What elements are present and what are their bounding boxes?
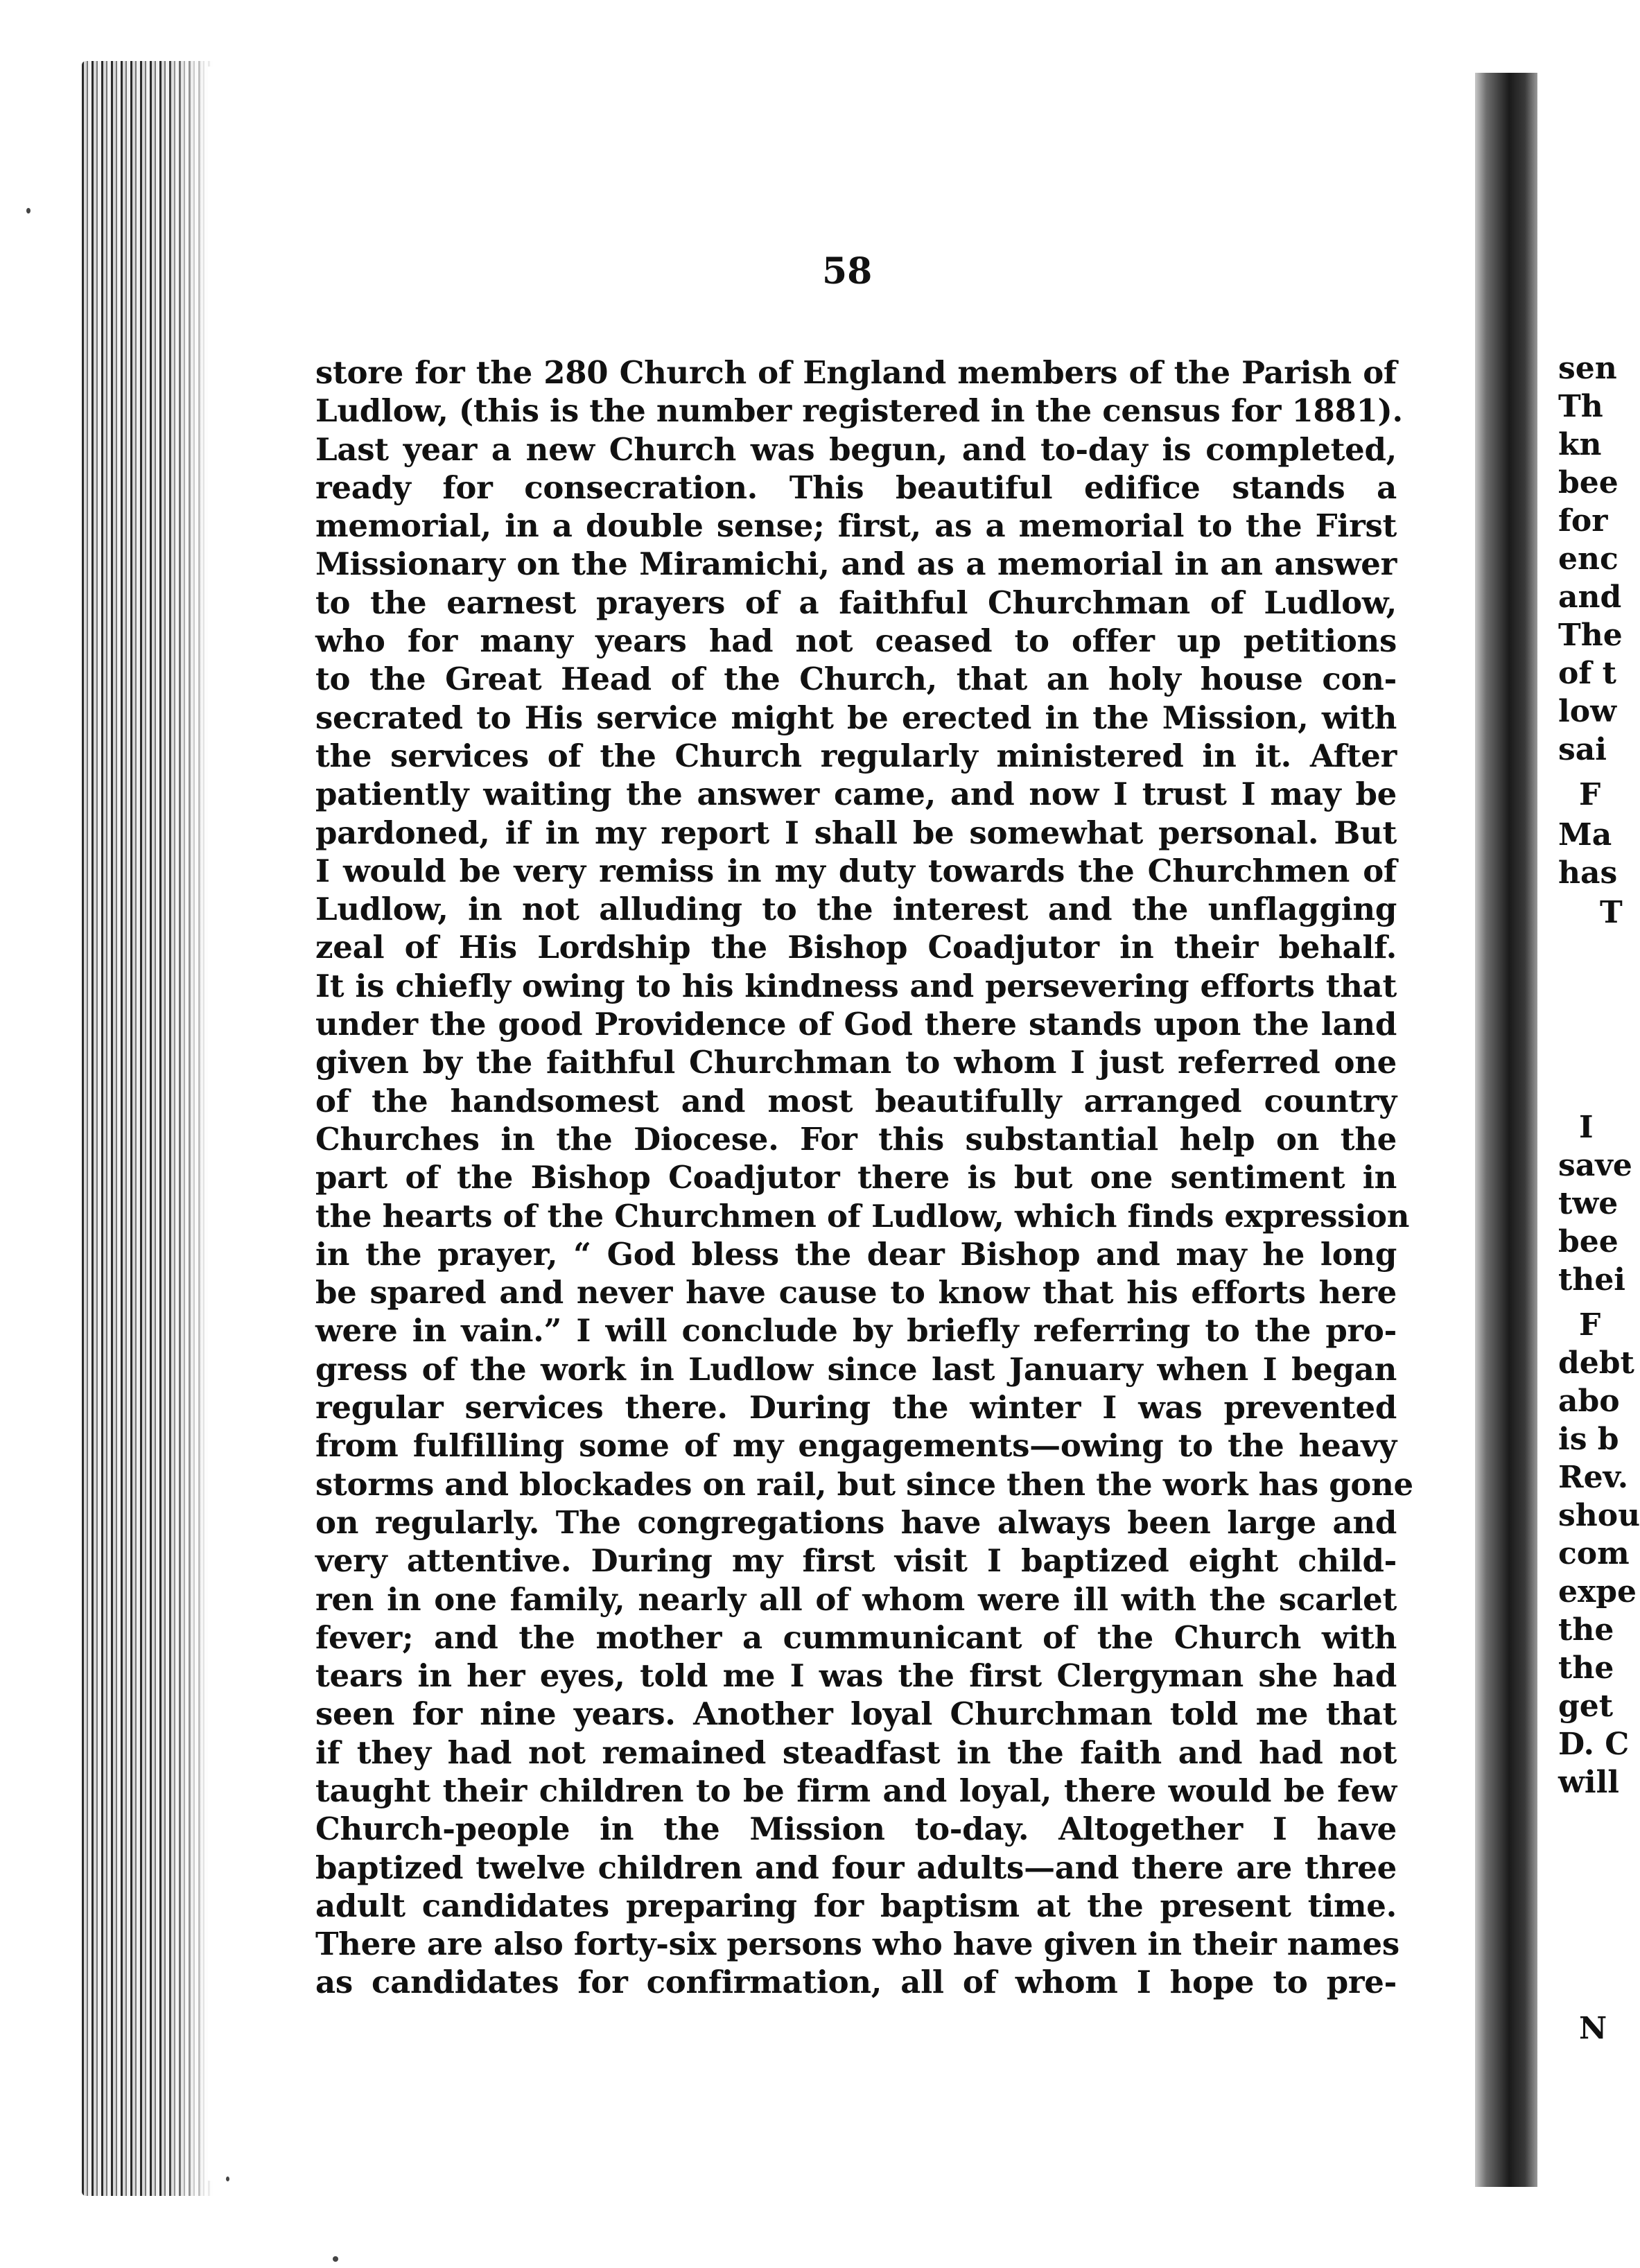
scan-speck	[26, 208, 30, 213]
text-line: given by the faithful Churchman to whom I just referred one	[315, 1044, 1397, 1081]
text-line: to the earnest prayers of a faithful Churchman of Ludlow,	[315, 584, 1397, 621]
text-line: I would be very remiss in my duty towards the Churchmen of	[315, 852, 1397, 889]
facing-page-text: sen	[1558, 351, 1617, 386]
text-line: Missionary on the Miramichi, and as a memorial in an answer	[315, 546, 1397, 583]
facing-page-text: N	[1579, 2011, 1607, 2046]
text-line: ren in one family, nearly all of whom were ill with the scarlet	[315, 1580, 1397, 1618]
facing-page-text: has	[1558, 855, 1618, 891]
text-line: as candidates for confirmation, all of whom I hope to pre-	[315, 1964, 1397, 2001]
text-line: store for the 280 Church of England members of the Parish of	[315, 354, 1397, 391]
facing-page-text: bee	[1558, 465, 1619, 500]
text-line: be spared and never have cause to know that his efforts here	[315, 1274, 1397, 1311]
text-line: memorial, in a double sense; first, as a memorial to the First	[315, 507, 1397, 545]
scan-speck	[226, 2177, 229, 2181]
facing-page-text: F	[1579, 777, 1601, 812]
text-line: seen for nine years. Another loyal Churchman told me that	[315, 1695, 1397, 1733]
facing-page-text: the	[1558, 1650, 1614, 1686]
text-line: in the prayer, “ God bless the dear Bishop and may he long	[315, 1235, 1397, 1273]
facing-page-text: bee	[1558, 1224, 1619, 1259]
text-line: part of the Bishop Coadjutor there is but one sentiment in	[315, 1159, 1397, 1196]
text-line: from fulfilling some of my engagements—owing to the heavy	[315, 1427, 1397, 1465]
facing-page-text: the	[1558, 1612, 1614, 1648]
body-text	[315, 354, 1413, 2002]
text-line: very attentive. During my first visit I baptized eight child-	[315, 1542, 1397, 1580]
text-line: ready for consecration. This beautiful edifice stands a	[315, 469, 1397, 506]
scan-speck	[333, 2256, 338, 2262]
text-line: zeal of His Lordship the Bishop Coadjutor in their behalf.	[315, 929, 1397, 966]
facing-page-text: for	[1558, 503, 1608, 539]
facing-page-text: com	[1558, 1536, 1630, 1571]
text-line: on regularly. The congregations have always been large and	[315, 1503, 1397, 1541]
facing-page-text: save	[1558, 1148, 1632, 1183]
facing-page-text: low	[1558, 694, 1616, 729]
facing-page-text: debt	[1558, 1345, 1634, 1381]
text-line: were in vain.” I will conclude by briefly referring to the pro-	[315, 1312, 1397, 1350]
text-line: Ludlow, (this is the number registered in the census for 1881).	[315, 392, 1403, 430]
facing-page-text: and	[1558, 579, 1622, 615]
book-gutter-shadow	[1475, 73, 1537, 2187]
facing-page-text: twe	[1558, 1186, 1619, 1221]
facing-page-fragment	[1537, 73, 1640, 2187]
text-line: if they had not remained steadfast in the faith and had not	[315, 1734, 1397, 1771]
facing-page-text: will	[1558, 1765, 1620, 1800]
text-line: Churches in the Diocese. For this substantial help on the	[315, 1120, 1397, 1158]
facing-page-text: F	[1579, 1307, 1601, 1343]
facing-page-text: I	[1579, 1110, 1594, 1145]
facing-page-text: Th	[1558, 389, 1603, 424]
text-line: the services of the Church regularly ministered in it. After	[315, 737, 1397, 774]
text-line: tears in her eyes, told me I was the first Clergyman she had	[315, 1657, 1397, 1695]
text-line: under the good Providence of God there stands upon the land	[315, 1006, 1397, 1043]
text-line: to the Great Head of the Church, that an holy house con-	[315, 661, 1397, 698]
text-line: secrated to His service might be erected in the Mission, with	[315, 699, 1397, 736]
facing-page-text: sai	[1558, 732, 1607, 767]
text-line: adult candidates preparing for baptism at the present time.	[315, 1887, 1397, 1924]
text-line: of the handsomest and most beautifully arranged country	[315, 1082, 1397, 1119]
page-edge-fade	[165, 61, 213, 2196]
page-number: 58	[822, 250, 873, 293]
text-line: gress of the work in Ludlow since last January when I began	[315, 1350, 1397, 1388]
facing-page-text: shou	[1558, 1498, 1640, 1533]
facing-page-text: get	[1558, 1689, 1614, 1724]
text-line: Church-people in the Mission to-day. Altogether I have	[315, 1811, 1397, 1848]
text-line: Ludlow, in not alluding to the interest and the unflagging	[315, 891, 1397, 928]
text-line: baptized twelve children and four adults—and there are three	[315, 1849, 1397, 1886]
facing-page-text: T	[1600, 895, 1623, 930]
text-line: taught their children to be firm and loyal, there would be few	[315, 1772, 1397, 1809]
facing-page-text: abo	[1558, 1384, 1620, 1419]
text-line: patiently waiting the answer came, and now I trust I may be	[315, 776, 1397, 813]
facing-page-text: of t	[1558, 656, 1616, 691]
text-line: regular services there. During the winter I was prevented	[315, 1389, 1397, 1427]
text-line: fever; and the mother a cummunicant of the Church with	[315, 1619, 1397, 1656]
text-line: pardoned, if in my report I shall be somewhat personal. But	[315, 814, 1397, 851]
facing-page-text: The	[1558, 618, 1623, 653]
facing-page-text: D. C	[1558, 1727, 1630, 1762]
facing-page-text: thei	[1558, 1262, 1626, 1298]
facing-page-text: Ma	[1558, 817, 1612, 853]
text-line: There are also forty-six persons who have given in their names	[315, 1926, 1399, 1963]
facing-page-text: kn	[1558, 427, 1602, 462]
text-line: storms and blockades on rail, but since then the work has gone	[315, 1465, 1413, 1503]
facing-page-text: is b	[1558, 1422, 1619, 1457]
text-line: who for many years had not ceased to offer up petitions	[315, 622, 1397, 660]
text-line: Last year a new Church was begun, and to-day is completed,	[315, 430, 1397, 468]
facing-page-text: expe	[1558, 1574, 1637, 1610]
facing-page-text: enc	[1558, 541, 1619, 577]
facing-page-text: Rev.	[1558, 1460, 1629, 1495]
text-line: It is chiefly owing to his kindness and persevering efforts that	[315, 967, 1397, 1004]
text-line: the hearts of the Churchmen of Ludlow, which finds expression	[315, 1197, 1410, 1235]
